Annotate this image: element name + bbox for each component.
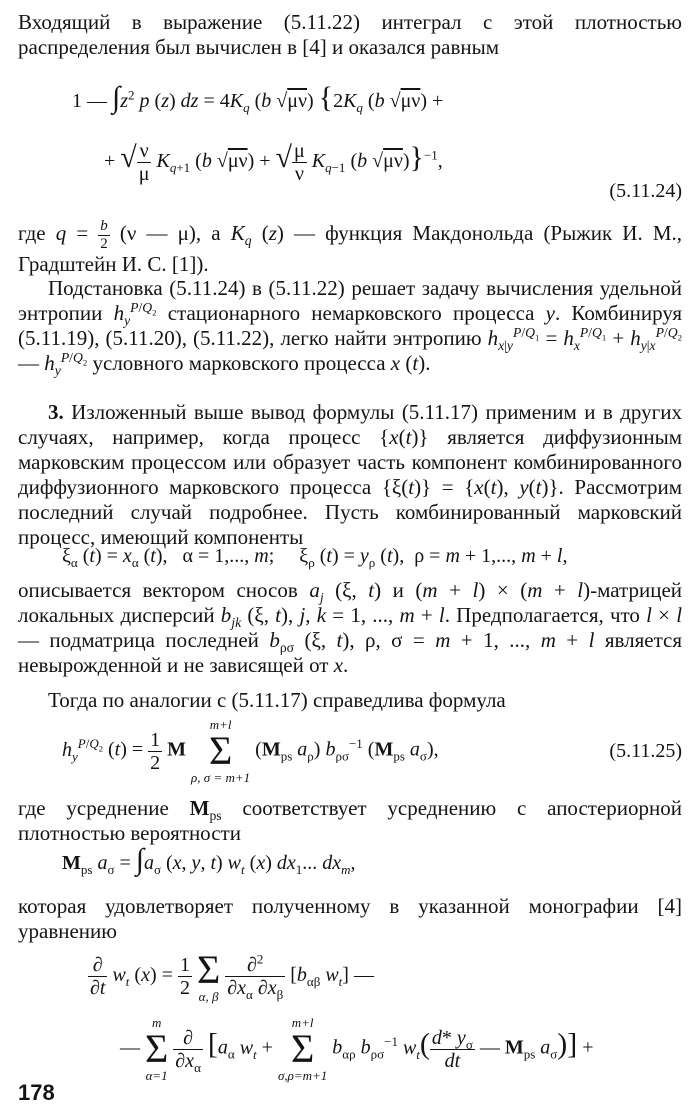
equation-final-line1: $\frac{\partial}{\partial t}$ $w_t$ (x) = $\frac{1}{2}$ Σ α, β $\frac{\partial^2}{\partial x_\alpha \partial x_\beta}$ [$b_{\alpha\beta}$ $w_t$] — xyxy=(90,947,374,1004)
equation-final-line2: — m Σ α=1 $\frac{\partial}{\partial x_\alpha}$ [$a_\alpha$ $w_t$ + m+l Σ σ,ρ=m+1 $b_{\alpha\rho}$ $b_{\rho\sigma}^{-1}$ $w_t$( $\frac{d* y_\sigma}{dt}$ — $M_{ps}$ $a_\sigma$)] + xyxy=(120,1015,594,1083)
paragraph-substitution: Подстановка (5.11.24) в (5.11.22) решает задачу вычисления удельной энтропии $h_y^{P/Q_2}$ стационарного немарковского процесса y. Комбинируя (5.11.19), (5.11.20), (5.11.22), легко найти энтропию $h_{x|y}^{P/Q_1} = h_x^{P/Q_1} + h_{y|x}^{P/Q_2}$ — $h_y^{P/Q_2}$ условного марковского процесса x (t). xyxy=(18,276,683,379)
equation-5-11-25: $h_y^{P/Q_2}$ (t) = $\frac{1}{2}$ M m+l Σ ρ, σ = m+1 ($M_{ps}$ $a_\rho$) $b_{\rho\sigma}^{-1}$ ($M_{ps}$ $a_\sigma$), xyxy=(62,717,439,785)
paragraph-intro: Входящий в выражение (5.11.22) интеграл с этой плотностью распределения был вычислен в [4] и оказался равным xyxy=(18,10,682,59)
paragraph-equation-intro: которая удовлетворяет полученному в указанной монографии [4] уравнению xyxy=(18,894,682,943)
equation-number-5-11-25: (5.11.25) xyxy=(609,740,682,762)
equation-5-11-24-line1: 1 — $\int z^2$ p (z) dz = $4K_q$ (b √μν) {$2K_q$ (b √μν) + xyxy=(72,81,444,115)
paragraph-analogy: Тогда по аналогии с (5.11.17) справедлива формула xyxy=(48,688,506,712)
paragraph-averaging: где усреднение $M_{ps}$ соответствует усреднению с апостериорной плотностью вероятности xyxy=(18,796,682,845)
equation-mps: $M_{ps}$ $a_\sigma = \int a_\sigma$ (x, y, t) $w_t$ (x) $dx_1$... $dx_m$, xyxy=(62,843,356,877)
paragraph-drift-vector: описывается вектором сносов $a_j$ (ξ, t) и (m + l) × (m + l)-матрицей локальных дисперсий $b_{jk}$ (ξ, t), j, k = 1, ..., m + l. Предполагается, что l × l — подматрица последней $b_{\rho\sigma}$ (ξ, t), ρ, σ = m + 1, ..., m + l является невырожденной и не зависящей от x. xyxy=(18,578,683,677)
paragraph-where-q: где q = $\frac{b}{2}$ (ν — μ), а $K_q$ (z) — функция Макдонольда (Рыжик И. М., Градштейн И. С. [1]). xyxy=(18,218,683,276)
equation-components: $\xi_\alpha$ $(t) = x_\alpha$ (t), α = 1,..., m; $\xi_\rho$ $(t) = y_\rho$ (t), ρ = m + 1,..., m + l, xyxy=(62,545,568,570)
page-number: 178 xyxy=(18,1080,55,1105)
equation-5-11-24-line2: + √ $\frac{\nu}{\mu}$ $K_{q+1}$ (b √μν) + √ $\frac{\mu}{\nu}$ $K_{q-1}$ (b √μν)}$^{-1}$, xyxy=(104,140,443,185)
paragraph-section-3: 3. Изложенный выше вывод формулы (5.11.17) применим и в других случаях, например, когда процесс {x(t)} является диффузионным марковским процессом или образует часть компонент комбинированного диффузионного марковского процесса {ξ(t)} = {x(t), y(t)}. Рассмотрим последний случай подробнее. Пусть комбинированный марковский процесс, имеющий компоненты xyxy=(18,400,683,549)
equation-number-5-11-24: (5.11.24) xyxy=(609,180,682,202)
